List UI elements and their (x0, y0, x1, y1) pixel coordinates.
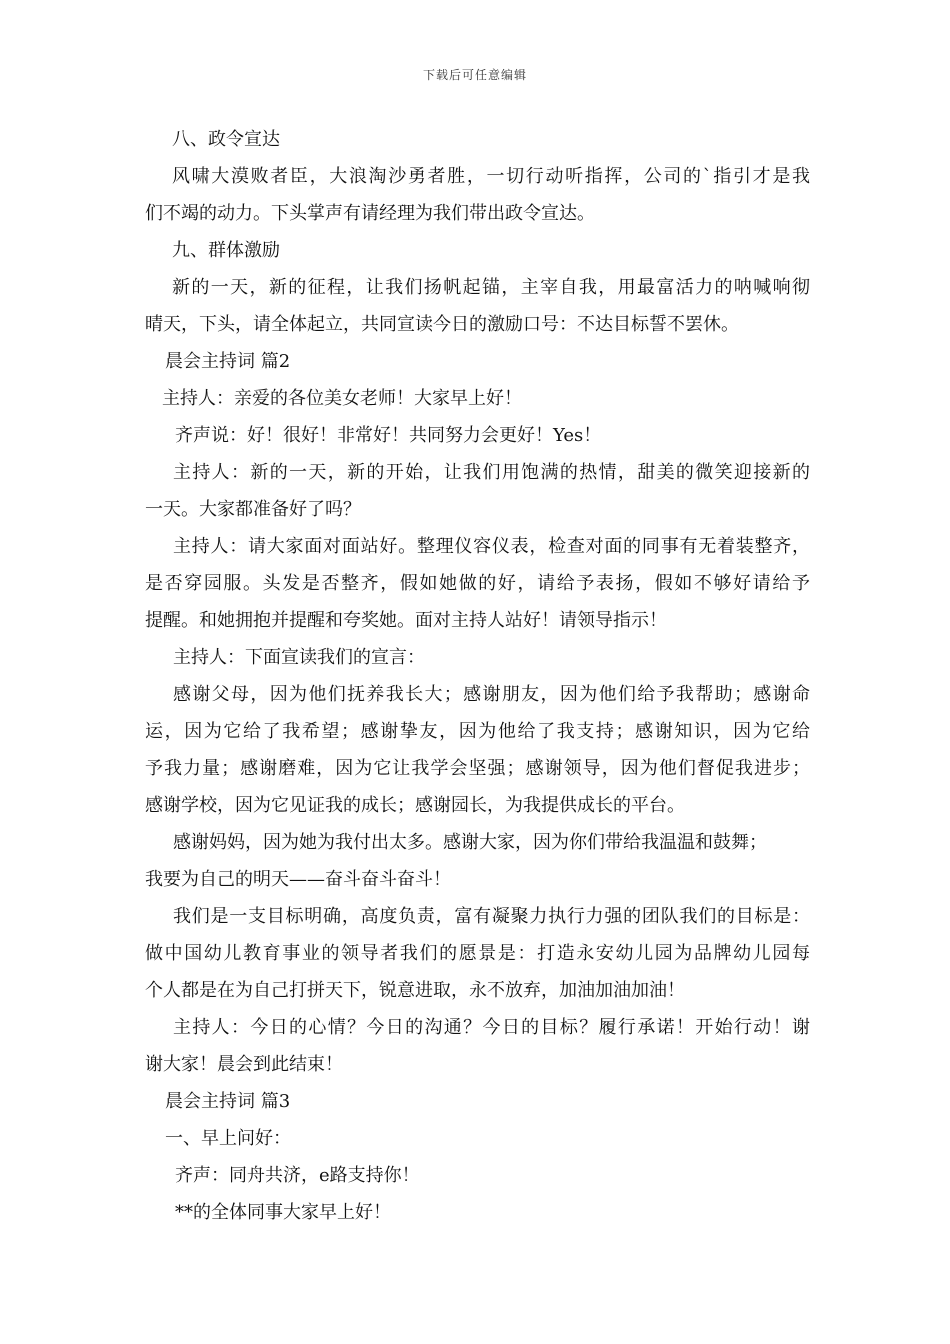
paragraph-line: 我要为自己的明天——奋斗奋斗奋斗！ (145, 869, 451, 890)
paragraph-line: 晴天，下头，请全体起立，共同宣读今日的激励口号：不达目标誓不罢休。 (145, 314, 739, 335)
paragraph-line: 运，因为它给了我希望；感谢挚友，因为他给了我支持；感谢知识，因为它给 (145, 721, 810, 742)
paragraph-line: 主持人：新的一天，新的开始，让我们用饱满的热情，甜美的微笑迎接新的 (173, 462, 810, 483)
document-body (145, 121, 810, 1231)
paragraph-line: 们不竭的动力。下头掌声有请经理为我们带出政令宣达。 (145, 203, 595, 224)
article-heading: 晨会主持词 篇3 (165, 1091, 291, 1112)
paragraph-line: **的全体同事大家早上好！ (175, 1202, 391, 1223)
section-heading: 八、政令宣达 (172, 129, 280, 150)
section-heading: 九、群体激励 (172, 240, 280, 261)
article-heading: 晨会主持词 篇2 (165, 351, 291, 372)
paragraph-line: 风啸大漠败者臣，大浪淘沙勇者胜，一切行动听指挥，公司的`指引才是我 (172, 166, 810, 187)
paragraph-line: 新的一天，新的征程，让我们扬帆起锚，主宰自我，用最富活力的呐喊响彻 (172, 277, 810, 298)
paragraph-line: 主持人：下面宣读我们的宣言： (173, 647, 425, 668)
paragraph-line: 齐声：同舟共济，e路支持你！ (175, 1165, 420, 1186)
paragraph-line: 感谢父母，因为他们抚养我长大；感谢朋友，因为他们给予我帮助；感谢命 (173, 684, 810, 705)
paragraph-line: 感谢学校，因为它见证我的成长；感谢园长，为我提供成长的平台。 (145, 795, 685, 816)
page-header: 下载后可任意编辑 (422, 68, 527, 82)
paragraph-line: 感谢妈妈，因为她为我付出太多。感谢大家，因为你们带给我温温和鼓舞； (173, 832, 767, 853)
paragraph-line: 我们是一支目标明确，高度负责，富有凝聚力执行力强的团队我们的目标是： (173, 906, 810, 927)
paragraph-line: 齐声说：好！很好！非常好！共同努力会更好！Yes！ (175, 425, 602, 446)
paragraph-line: 主持人：请大家面对面站好。整理仪容仪表，检查对面的同事有无着装整齐， (173, 536, 810, 557)
paragraph-line: 一天。大家都准备好了吗？ (145, 499, 361, 520)
section-heading: 一、早上问好： (165, 1128, 291, 1149)
paragraph-line: 提醒。和她拥抱并提醒和夸奖她。面对主持人站好！请领导指示！ (145, 610, 667, 631)
paragraph-line: 做中国幼儿教育事业的领导者我们的愿景是：打造永安幼儿园为品牌幼儿园每 (145, 943, 810, 964)
paragraph-line: 主持人：亲爱的各位美女老师！大家早上好！ (162, 388, 522, 409)
paragraph-line: 谢大家！晨会到此结束！ (145, 1054, 343, 1075)
paragraph-line: 主持人：今日的心情？今日的沟通？今日的目标？履行承诺！开始行动！谢 (173, 1017, 810, 1038)
paragraph-line: 是否穿园服。头发是否整齐，假如她做的好，请给予表扬，假如不够好请给予 (145, 573, 810, 594)
paragraph-line: 予我力量；感谢磨难，因为它让我学会坚强；感谢领导，因为他们督促我进步； (145, 758, 810, 779)
paragraph-line: 个人都是在为自己打拼天下，锐意进取，永不放弃，加油加油加油！ (145, 980, 685, 1001)
